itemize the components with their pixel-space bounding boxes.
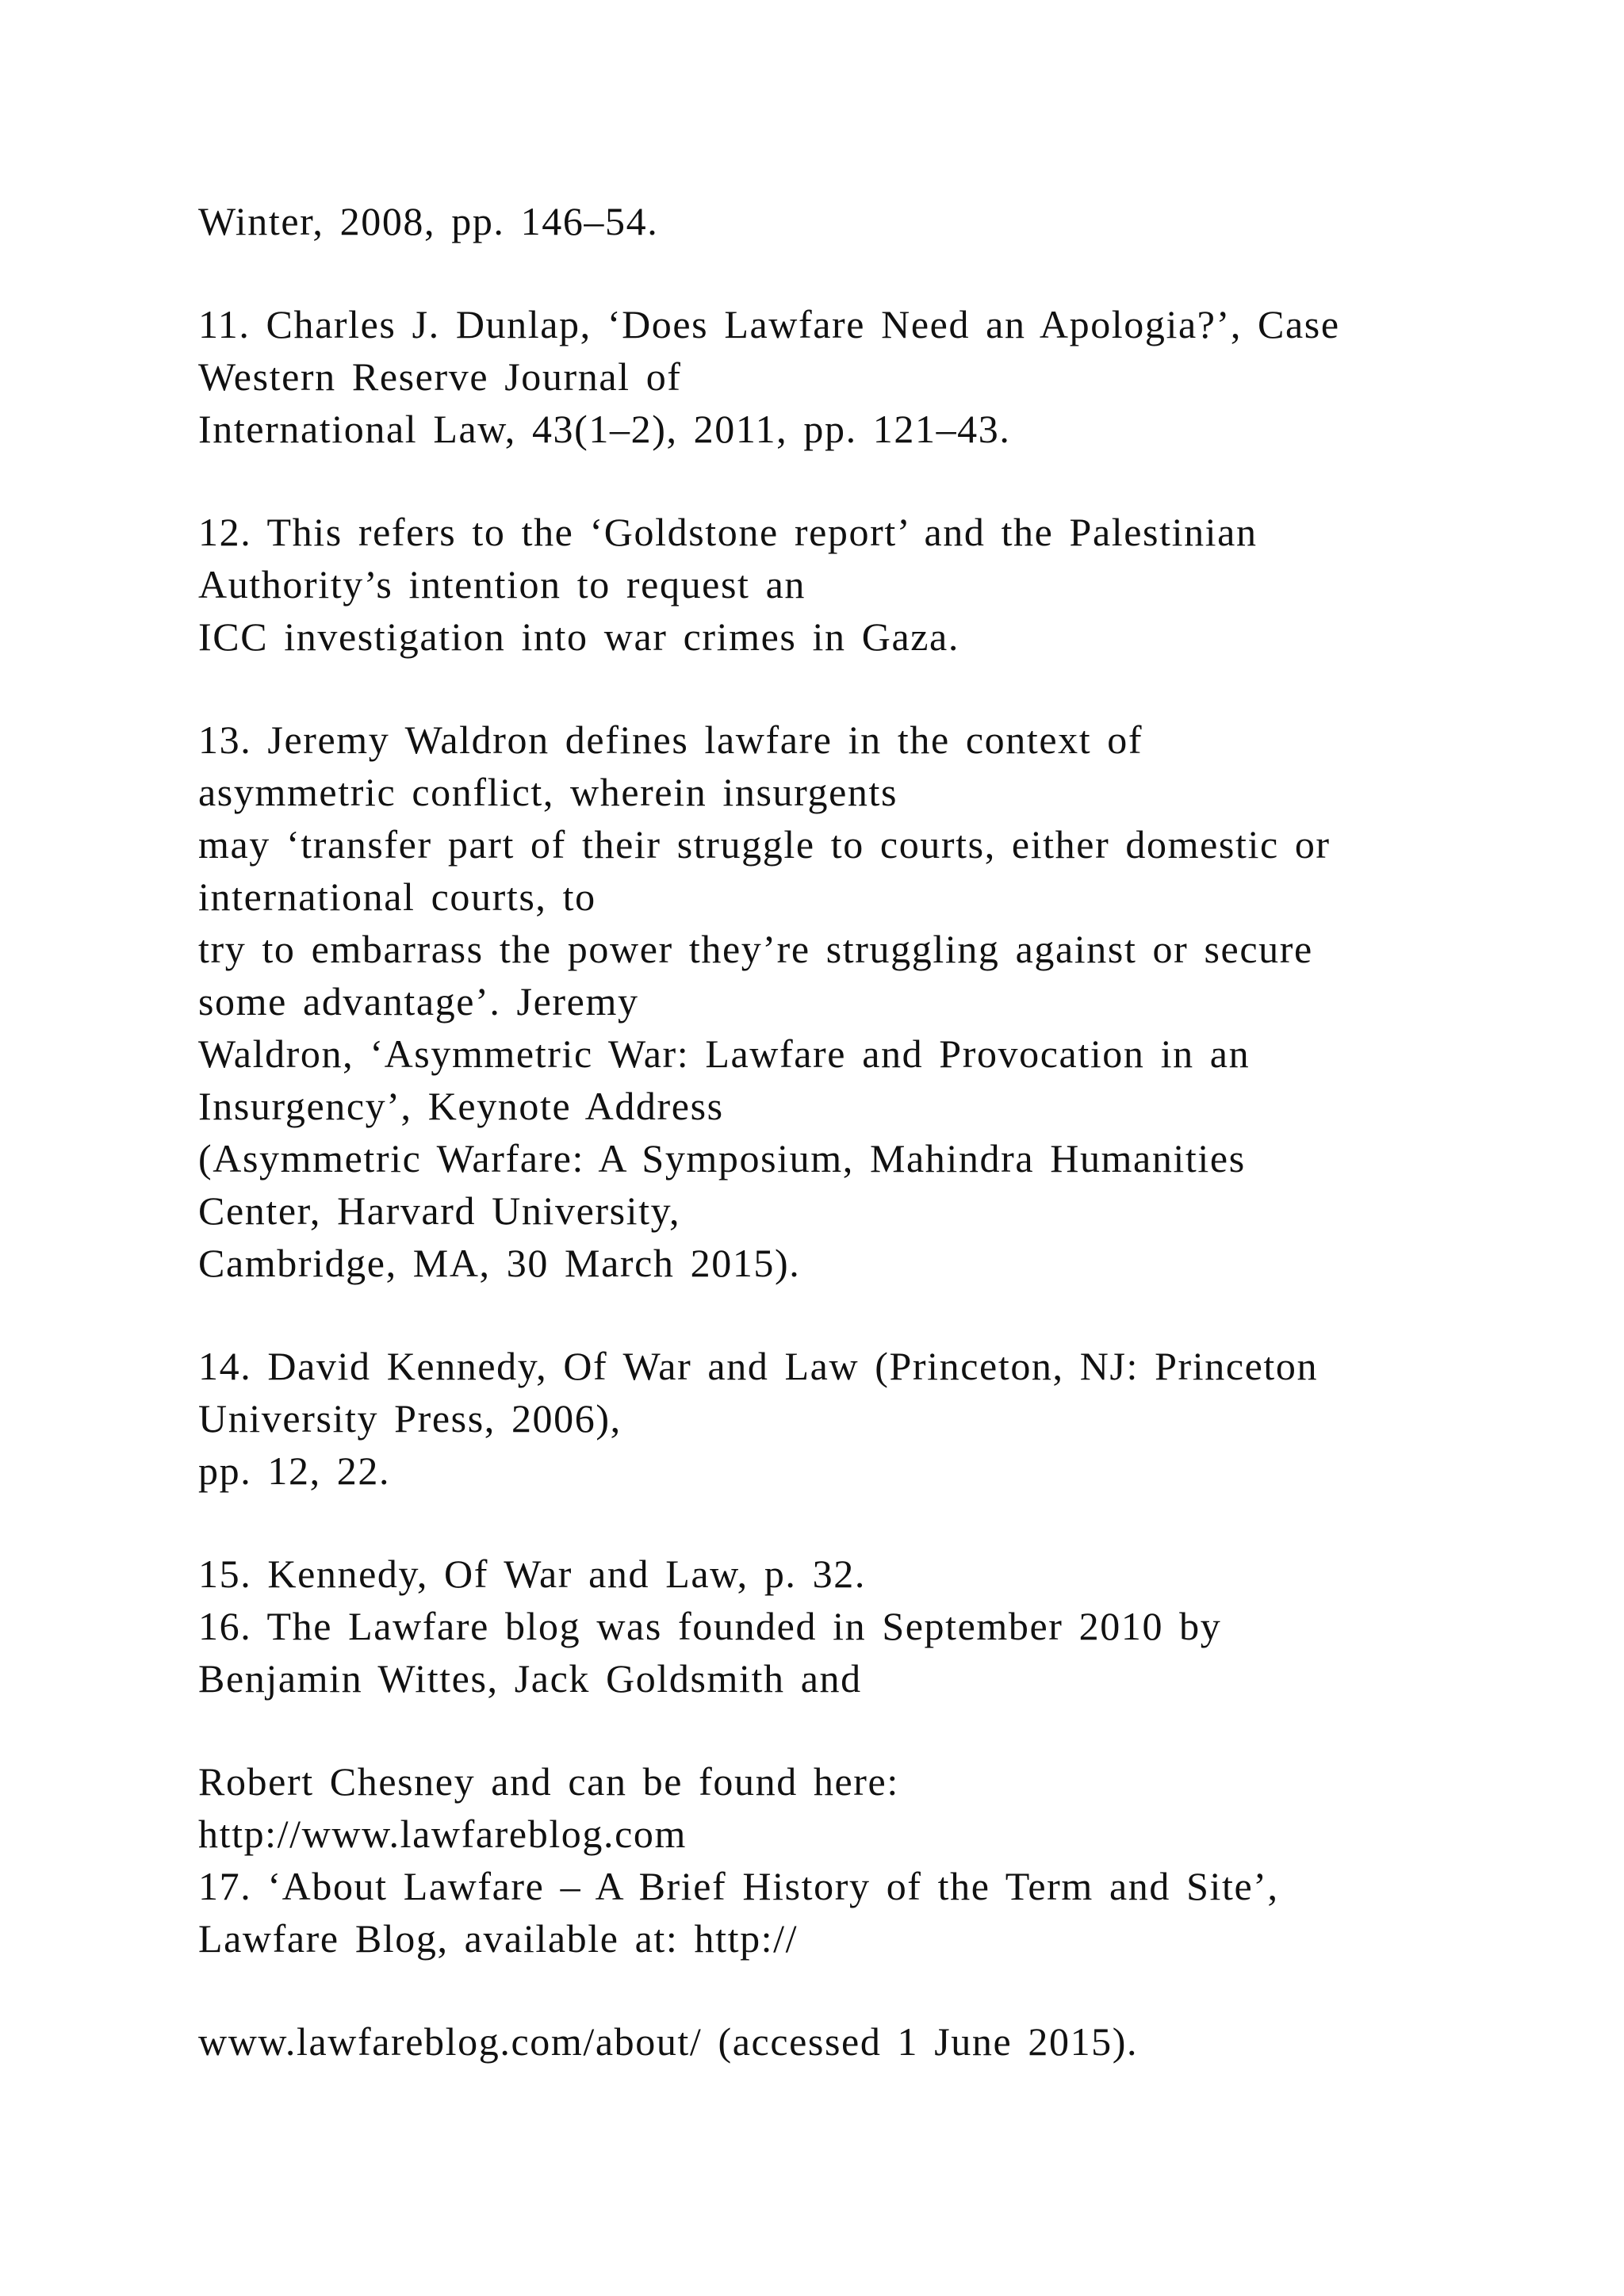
document-line: www.lawfareblog.com/about/ (accessed 1 June 2015). [198, 2019, 1139, 2064]
document-line: may ‘transfer part of their struggle to courts, either domestic or [198, 822, 1331, 867]
document-line: some advantage’. Jeremy [198, 979, 639, 1024]
document-line: Benjamin Wittes, Jack Goldsmith and [198, 1656, 862, 1701]
document-line: international courts, to [198, 874, 596, 919]
document-line: University Press, 2006), [198, 1396, 622, 1441]
document-line: 14. David Kennedy, Of War and Law (Princeton, NJ: Princeton [198, 1344, 1319, 1388]
document-line: try to embarrass the power they’re struggling against or secure [198, 927, 1313, 971]
document-line: Western Reserve Journal of [198, 354, 682, 399]
document-line: Waldron, ‘Asymmetric War: Lawfare and Provocation in an [198, 1031, 1251, 1076]
document-line: Center, Harvard University, [198, 1188, 681, 1233]
document-line: International Law, 43(1–2), 2011, pp. 121–43. [198, 407, 1011, 451]
document-line: 16. The Lawfare blog was founded in September 2010 by [198, 1604, 1222, 1648]
document-line: Winter, 2008, pp. 146–54. [198, 199, 659, 243]
document-line: Cambridge, MA, 30 March 2015). [198, 1241, 801, 1285]
document-line: 11. Charles J. Dunlap, ‘Does Lawfare Need an Apologia?’, Case [198, 302, 1340, 346]
document-line: 15. Kennedy, Of War and Law, p. 32. [198, 1552, 866, 1596]
document-line: (Asymmetric Warfare: A Symposium, Mahindra Humanities [198, 1136, 1246, 1181]
document-line: Lawfare Blog, available at: http:// [198, 1916, 799, 1961]
document-line: ICC investigation into war crimes in Gaza. [198, 614, 959, 659]
document-line: 17. ‘About Lawfare – A Brief History of the Term and Site’, [198, 1864, 1279, 1908]
document-line: http://www.lawfareblog.com [198, 1812, 687, 1856]
document-line: Authority’s intention to request an [198, 562, 806, 607]
document-line: 13. Jeremy Waldron defines lawfare in the context of [198, 718, 1143, 762]
document-line: Insurgency’, Keynote Address [198, 1084, 724, 1128]
document-line: 12. This refers to the ‘Goldstone report’ and the Palestinian [198, 510, 1258, 554]
document-line: Robert Chesney and can be found here: [198, 1759, 899, 1804]
document-line: asymmetric conflict, wherein insurgents [198, 770, 898, 814]
document-line: pp. 12, 22. [198, 1448, 391, 1493]
